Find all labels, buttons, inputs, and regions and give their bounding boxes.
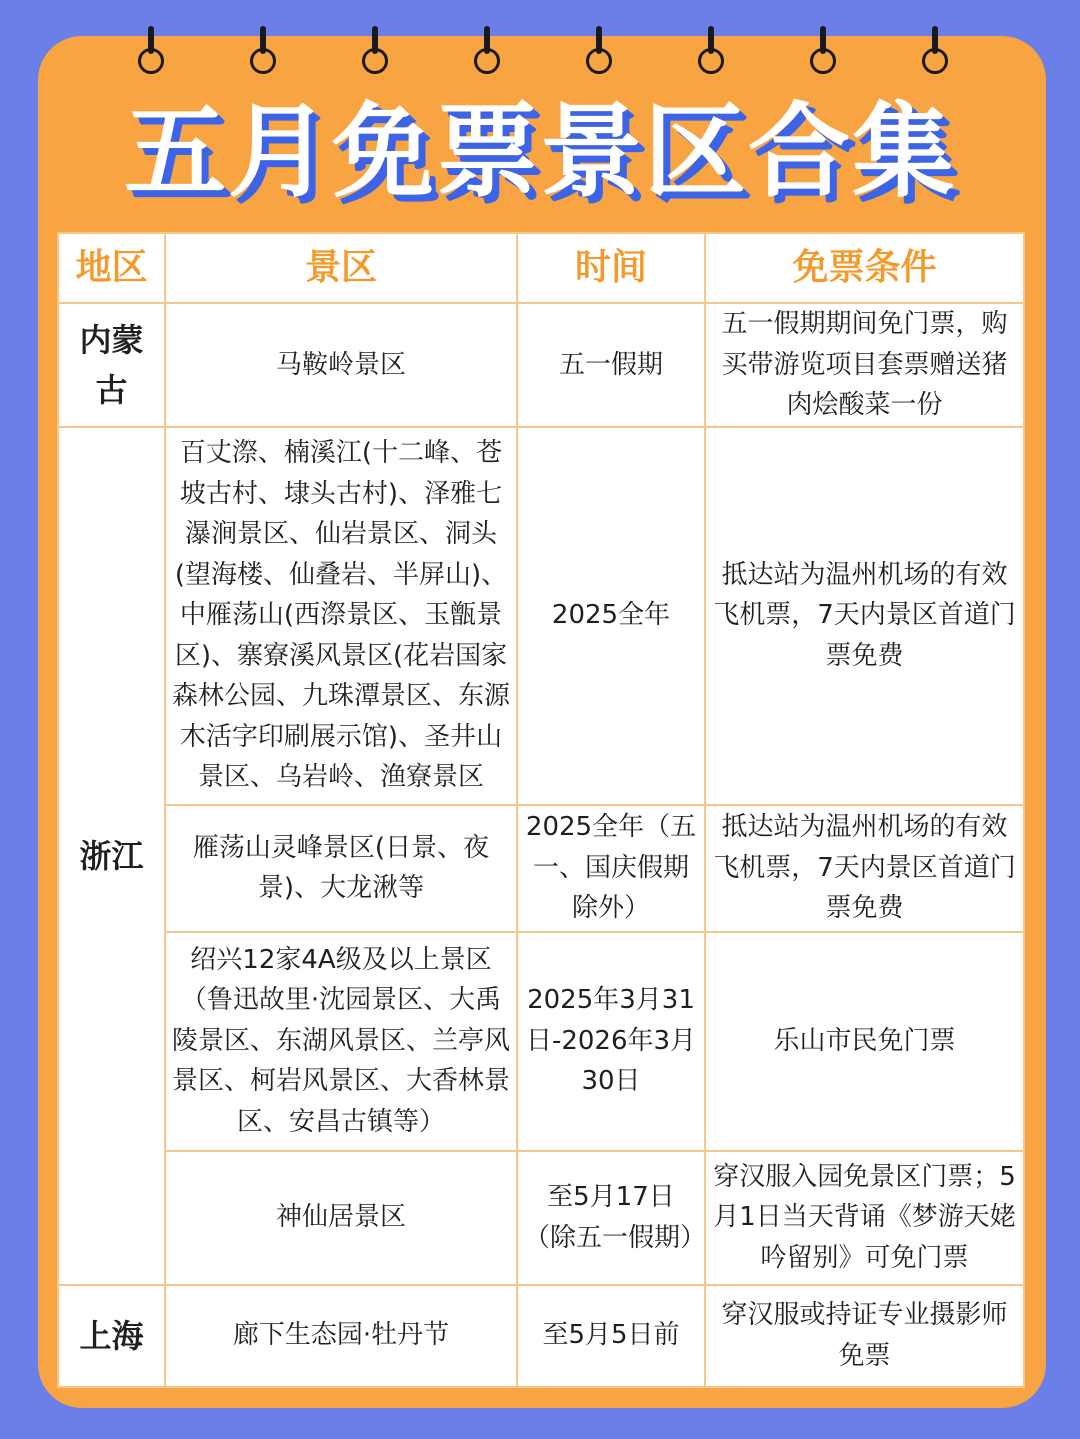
header-time: 时间: [517, 233, 705, 303]
time-cell: 五一假期: [517, 303, 705, 427]
binder-ring-icon: [697, 26, 725, 74]
time-cell: 2025全年（五一、国庆假期除外）: [517, 805, 705, 932]
condition-cell: 穿汉服或持证专业摄影师免票: [705, 1285, 1024, 1387]
region-cell: 浙江: [58, 427, 165, 1285]
binder-ring-icon: [249, 26, 277, 74]
time-cell: 2025年3月31日-2026年3月30日: [517, 932, 705, 1151]
binder-rings: [0, 0, 1080, 90]
condition-cell: 抵达站为温州机场的有效飞机票，7天内景区首道门票免费: [705, 805, 1024, 932]
header-region: 地区: [58, 233, 165, 303]
spot-cell: 百丈漈、楠溪江(十二峰、苍坡古村、埭头古村)、泽雅七瀑涧景区、仙岩景区、洞头(望海楼、仙叠岩、半屏山)、中雁荡山(西漈景区、玉甑景区)、寨寮溪风景区(花岩国家森林公园、九珠潭景区、东源木活字印刷展示馆)、圣井山景区、乌岩岭、渔寮景区: [165, 427, 517, 805]
condition-cell: 乐山市民免门票: [705, 932, 1024, 1151]
condition-cell: 穿汉服入园免景区门票；5月1日当天背诵《梦游天姥吟留别》可免门票: [705, 1151, 1024, 1285]
table-row: [58, 427, 1024, 805]
table-header-row: [58, 233, 1024, 303]
spot-cell: 廊下生态园·牡丹节: [165, 1285, 517, 1387]
spot-cell: 神仙居景区: [165, 1151, 517, 1285]
condition-cell: 抵达站为温州机场的有效飞机票，7天内景区首道门票免费: [705, 427, 1024, 805]
spot-cell: 绍兴12家4A级及以上景区（鲁迅故里·沈园景区、大禹陵景区、东湖风景区、兰亭风景区、柯岩风景区、大香林景区、安昌古镇等）: [165, 932, 517, 1151]
binder-ring-icon: [809, 26, 837, 74]
binder-ring-icon: [921, 26, 949, 74]
table-row: [58, 805, 1024, 932]
spot-cell: 雁荡山灵峰景区(日景、夜景)、大龙湫等: [165, 805, 517, 932]
condition-cell: 五一假期期间免门票，购买带游览项目套票赠送猪肉烩酸菜一份: [705, 303, 1024, 427]
header-spot: 景区: [165, 233, 517, 303]
binder-ring-icon: [361, 26, 389, 74]
header-condition: 免票条件: [705, 233, 1024, 303]
table-row: [58, 932, 1024, 1151]
spot-cell: 马鞍岭景区: [165, 303, 517, 427]
free-ticket-table: [57, 232, 1025, 1388]
binder-ring-icon: [137, 26, 165, 74]
page-title: 五月免票景区合集: [124, 93, 956, 212]
time-cell: 2025全年: [517, 427, 705, 805]
table-row: [58, 1151, 1024, 1285]
region-cell: 内蒙古: [58, 303, 165, 427]
binder-ring-icon: [585, 26, 613, 74]
region-cell: 上海: [58, 1285, 165, 1387]
time-cell: 至5月17日（除五一假期）: [517, 1151, 705, 1285]
binder-ring-icon: [473, 26, 501, 74]
table-row: [58, 1285, 1024, 1387]
time-cell: 至5月5日前: [517, 1285, 705, 1387]
table-row: [58, 303, 1024, 427]
